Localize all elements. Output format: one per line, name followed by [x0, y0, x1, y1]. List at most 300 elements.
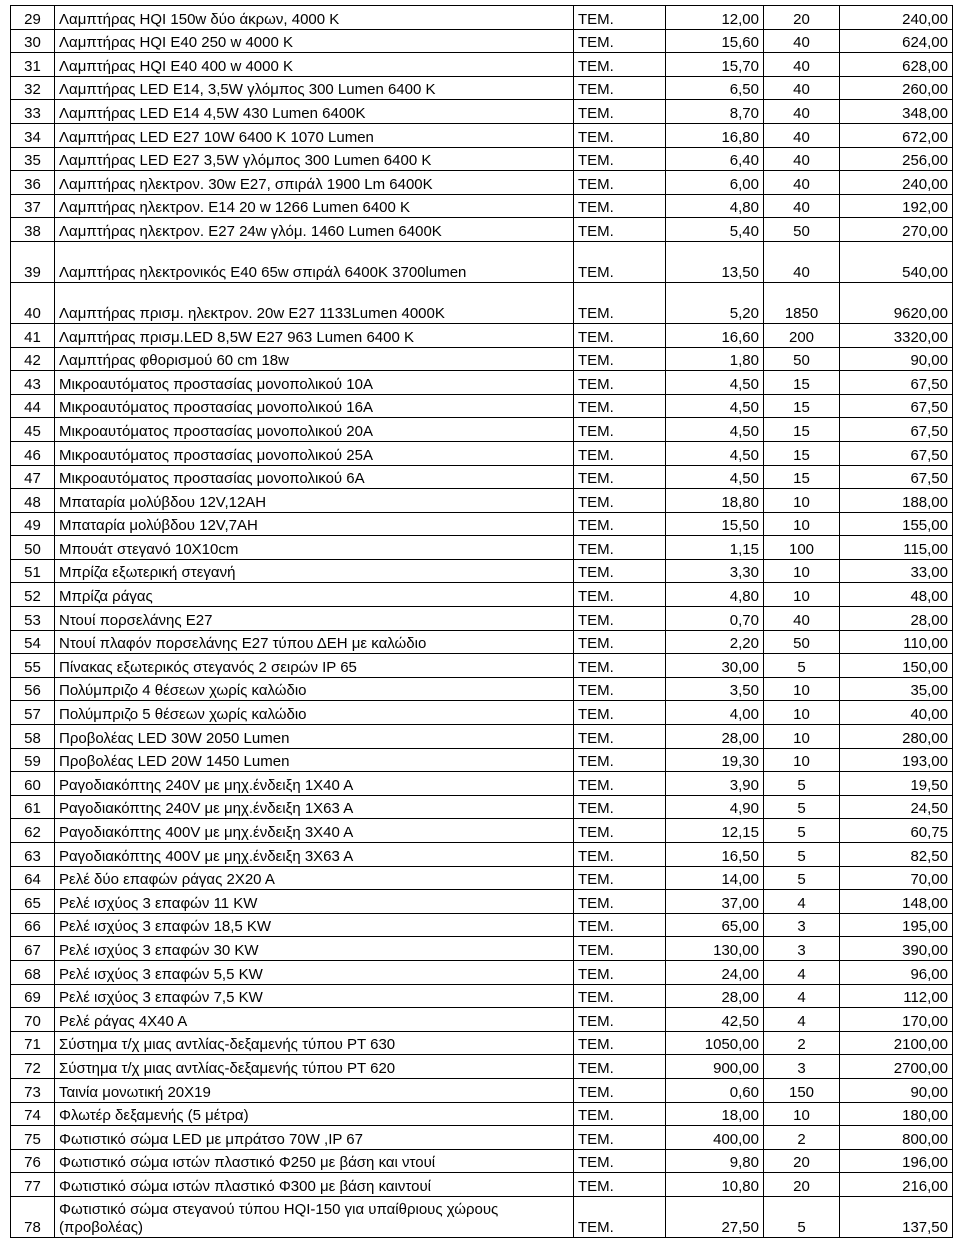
unit-price: 28,00 [666, 984, 764, 1008]
table-row [11, 677, 953, 701]
line-total: 40,00 [840, 701, 953, 725]
quantity: 3 [764, 913, 840, 937]
item-unit: ΤΕΜ. [574, 1055, 666, 1079]
item-number: 46 [11, 441, 55, 465]
item-unit: ΤΕΜ. [574, 1008, 666, 1032]
unit-price: 130,00 [666, 937, 764, 961]
quantity: 150 [764, 1078, 840, 1102]
table-row [11, 147, 953, 171]
line-total: 112,00 [840, 984, 953, 1008]
unit-price: 19,30 [666, 748, 764, 772]
unit-price: 4,00 [666, 701, 764, 725]
item-unit: ΤΕΜ. [574, 100, 666, 124]
table-row [11, 984, 953, 1008]
unit-price: 27,50 [666, 1196, 764, 1237]
table-row [11, 394, 953, 418]
item-unit: ΤΕΜ. [574, 843, 666, 867]
table-row [11, 795, 953, 819]
item-number: 31 [11, 53, 55, 77]
item-unit: ΤΕΜ. [574, 123, 666, 147]
item-number: 78 [11, 1196, 55, 1237]
quantity: 10 [764, 1102, 840, 1126]
item-description: Φωτιστικό σώμα ιστών πλαστικό Φ300 με βάση καιντουί [55, 1173, 574, 1197]
line-total: 280,00 [840, 725, 953, 749]
item-description: Λαμπτήρας HQI E40 400 w 4000 K [55, 53, 574, 77]
unit-price: 65,00 [666, 913, 764, 937]
item-number: 73 [11, 1078, 55, 1102]
item-unit: ΤΕΜ. [574, 536, 666, 560]
unit-price: 0,70 [666, 607, 764, 631]
table-row [11, 536, 953, 560]
table-row [11, 371, 953, 395]
quantity: 10 [764, 701, 840, 725]
unit-price: 4,80 [666, 194, 764, 218]
quantity: 50 [764, 218, 840, 242]
unit-price: 1,15 [666, 536, 764, 560]
item-description: Λαμπτήρας HQI E40 250 w 4000 K [55, 29, 574, 53]
item-number: 42 [11, 347, 55, 371]
item-unit: ΤΕΜ. [574, 772, 666, 796]
table-row [11, 53, 953, 77]
quantity: 40 [764, 53, 840, 77]
quantity: 3 [764, 1055, 840, 1079]
line-total: 9620,00 [840, 282, 953, 323]
line-total: 67,50 [840, 465, 953, 489]
line-total: 148,00 [840, 890, 953, 914]
quantity: 10 [764, 748, 840, 772]
item-unit: ΤΕΜ. [574, 282, 666, 323]
quantity: 10 [764, 725, 840, 749]
item-number: 33 [11, 100, 55, 124]
quantity: 3 [764, 937, 840, 961]
quantity: 5 [764, 795, 840, 819]
item-number: 70 [11, 1008, 55, 1032]
quantity: 15 [764, 418, 840, 442]
line-total: 192,00 [840, 194, 953, 218]
item-description: Λαμπτήρας LED E14, 3,5W γλόμπος 300 Lumen 6400 K [55, 76, 574, 100]
quantity: 20 [764, 1149, 840, 1173]
item-unit: ΤΕΜ. [574, 866, 666, 890]
quantity: 40 [764, 171, 840, 195]
item-description: Λαμπτήρας ηλεκτρον. E14 20 w 1266 Lumen 6400 K [55, 194, 574, 218]
item-unit: ΤΕΜ. [574, 937, 666, 961]
unit-price: 5,40 [666, 218, 764, 242]
quantity: 5 [764, 843, 840, 867]
item-number: 68 [11, 960, 55, 984]
item-number: 69 [11, 984, 55, 1008]
line-total: 70,00 [840, 866, 953, 890]
item-number: 59 [11, 748, 55, 772]
item-description: Μικροαυτόματος προστασίας μονοπολικού 10Α [55, 371, 574, 395]
line-total: 348,00 [840, 100, 953, 124]
unit-price: 900,00 [666, 1055, 764, 1079]
item-description: Πολύμπριζο 4 θέσεων χωρίς καλώδιο [55, 677, 574, 701]
table-row [11, 218, 953, 242]
item-description: Λαμπτήρας ηλεκτρον. 30w E27, σπιράλ 1900 Lm 6400K [55, 171, 574, 195]
item-number: 52 [11, 583, 55, 607]
line-total: 115,00 [840, 536, 953, 560]
item-unit: ΤΕΜ. [574, 512, 666, 536]
item-unit: ΤΕΜ. [574, 630, 666, 654]
table-row [11, 630, 953, 654]
item-description: Λαμπτήρας HQI 150w δύο άκρων, 4000 K [55, 6, 574, 30]
quantity: 10 [764, 677, 840, 701]
item-description: Μικροαυτόματος προστασίας μονοπολικού 16Α [55, 394, 574, 418]
line-total: 150,00 [840, 654, 953, 678]
table-row [11, 748, 953, 772]
item-number: 71 [11, 1031, 55, 1055]
table-row [11, 559, 953, 583]
item-unit: ΤΕΜ. [574, 1078, 666, 1102]
item-number: 51 [11, 559, 55, 583]
item-unit: ΤΕΜ. [574, 147, 666, 171]
unit-price: 6,40 [666, 147, 764, 171]
item-description: Σύστημα τ/χ μιας αντλίας-δεξαμενής τύπου PT 620 [55, 1055, 574, 1079]
item-number: 38 [11, 218, 55, 242]
line-total: 196,00 [840, 1149, 953, 1173]
item-number: 36 [11, 171, 55, 195]
item-unit: ΤΕΜ. [574, 1031, 666, 1055]
table-row [11, 241, 953, 282]
item-unit: ΤΕΜ. [574, 218, 666, 242]
quantity: 40 [764, 76, 840, 100]
unit-price: 6,50 [666, 76, 764, 100]
table-row [11, 418, 953, 442]
line-total: 90,00 [840, 347, 953, 371]
table-row [11, 282, 953, 323]
item-number: 32 [11, 76, 55, 100]
quantity: 100 [764, 536, 840, 560]
quantity: 40 [764, 123, 840, 147]
table-row [11, 1078, 953, 1102]
item-number: 65 [11, 890, 55, 914]
line-total: 60,75 [840, 819, 953, 843]
item-unit: ΤΕΜ. [574, 6, 666, 30]
line-total: 90,00 [840, 1078, 953, 1102]
item-unit: ΤΕΜ. [574, 465, 666, 489]
item-unit: ΤΕΜ. [574, 960, 666, 984]
item-unit: ΤΕΜ. [574, 583, 666, 607]
item-number: 49 [11, 512, 55, 536]
item-number: 54 [11, 630, 55, 654]
item-unit: ΤΕΜ. [574, 371, 666, 395]
quantity: 5 [764, 819, 840, 843]
item-number: 66 [11, 913, 55, 937]
item-number: 76 [11, 1149, 55, 1173]
item-number: 35 [11, 147, 55, 171]
item-description: Μπαταρία μολύβδου 12V,12AH [55, 489, 574, 513]
unit-price: 1050,00 [666, 1031, 764, 1055]
table-row [11, 1031, 953, 1055]
unit-price: 4,90 [666, 795, 764, 819]
table-row [11, 772, 953, 796]
table-row [11, 100, 953, 124]
line-total: 240,00 [840, 171, 953, 195]
item-unit: ΤΕΜ. [574, 1102, 666, 1126]
quantity: 50 [764, 630, 840, 654]
item-number: 45 [11, 418, 55, 442]
unit-price: 18,80 [666, 489, 764, 513]
item-unit: ΤΕΜ. [574, 819, 666, 843]
line-total: 800,00 [840, 1126, 953, 1150]
table-row [11, 194, 953, 218]
quantity: 5 [764, 866, 840, 890]
item-unit: ΤΕΜ. [574, 890, 666, 914]
item-description: Φωτιστικό σώμα ιστών πλαστικό Φ250 με βάση και ντουί [55, 1149, 574, 1173]
item-unit: ΤΕΜ. [574, 53, 666, 77]
unit-price: 0,60 [666, 1078, 764, 1102]
item-description: Λαμπτήρας πρισμ.LED 8,5W E27 963 Lumen 6400 K [55, 323, 574, 347]
item-number: 29 [11, 6, 55, 30]
item-unit: ΤΕΜ. [574, 1126, 666, 1150]
unit-price: 28,00 [666, 725, 764, 749]
line-total: 33,00 [840, 559, 953, 583]
unit-price: 8,70 [666, 100, 764, 124]
line-total: 216,00 [840, 1173, 953, 1197]
item-description: Ντουί πορσελάνης Ε27 [55, 607, 574, 631]
item-unit: ΤΕΜ. [574, 913, 666, 937]
item-unit: ΤΕΜ. [574, 394, 666, 418]
unit-price: 10,80 [666, 1173, 764, 1197]
line-total: 624,00 [840, 29, 953, 53]
item-description: Λαμπτήρας LED E27 3,5W γλόμπος 300 Lumen 6400 K [55, 147, 574, 171]
item-number: 50 [11, 536, 55, 560]
item-description: Μικροαυτόματος προστασίας μονοπολικού 20Α [55, 418, 574, 442]
line-total: 67,50 [840, 371, 953, 395]
table-row [11, 76, 953, 100]
item-unit: ΤΕΜ. [574, 418, 666, 442]
item-description: Ρελέ ισχύος 3 επαφών 18,5 KW [55, 913, 574, 937]
table-row [11, 1102, 953, 1126]
item-unit: ΤΕΜ. [574, 795, 666, 819]
price-table [10, 5, 953, 1238]
line-total: 2700,00 [840, 1055, 953, 1079]
table-row [11, 1008, 953, 1032]
item-unit: ΤΕΜ. [574, 76, 666, 100]
item-description: Λαμπτήρας LED E27 10W 6400 K 1070 Lumen [55, 123, 574, 147]
quantity: 1850 [764, 282, 840, 323]
item-unit: ΤΕΜ. [574, 489, 666, 513]
item-description: Ρελέ ράγας 4Χ40 Α [55, 1008, 574, 1032]
quantity: 5 [764, 772, 840, 796]
line-total: 170,00 [840, 1008, 953, 1032]
line-total: 188,00 [840, 489, 953, 513]
line-total: 3320,00 [840, 323, 953, 347]
item-description: Λαμπτήρας ηλεκτρον. E27 24w γλόμ. 1460 Lumen 6400K [55, 218, 574, 242]
item-description: Ρελέ δύο επαφών ράγας 2Χ20 Α [55, 866, 574, 890]
line-total: 67,50 [840, 394, 953, 418]
table-row [11, 1055, 953, 1079]
line-total: 24,50 [840, 795, 953, 819]
item-description: Λαμπτήρας LED E14 4,5W 430 Lumen 6400K [55, 100, 574, 124]
item-number: 77 [11, 1173, 55, 1197]
item-number: 56 [11, 677, 55, 701]
quantity: 40 [764, 29, 840, 53]
unit-price: 9,80 [666, 1149, 764, 1173]
table-row [11, 512, 953, 536]
table-row [11, 890, 953, 914]
table-row [11, 1196, 953, 1237]
line-total: 390,00 [840, 937, 953, 961]
unit-price: 4,50 [666, 371, 764, 395]
item-description: Πολύμπριζο 5 θέσεων χωρίς καλώδιο [55, 701, 574, 725]
quantity: 10 [764, 512, 840, 536]
table-row [11, 937, 953, 961]
quantity: 2 [764, 1031, 840, 1055]
unit-price: 4,50 [666, 465, 764, 489]
item-description: Μικροαυτόματος προστασίας μονοπολικού 25Α [55, 441, 574, 465]
table-row [11, 819, 953, 843]
unit-price: 13,50 [666, 241, 764, 282]
table-row [11, 583, 953, 607]
item-unit: ΤΕΜ. [574, 984, 666, 1008]
item-number: 43 [11, 371, 55, 395]
line-total: 256,00 [840, 147, 953, 171]
unit-price: 1,80 [666, 347, 764, 371]
quantity: 40 [764, 100, 840, 124]
item-description: Σύστημα τ/χ μιας αντλίας-δεξαμενής τύπου PT 630 [55, 1031, 574, 1055]
item-number: 61 [11, 795, 55, 819]
table-row [11, 123, 953, 147]
table-row [11, 489, 953, 513]
quantity: 10 [764, 583, 840, 607]
table-row [11, 607, 953, 631]
table-row [11, 1173, 953, 1197]
item-number: 62 [11, 819, 55, 843]
item-description: Ραγοδιακόπτης 240V με μηχ.ένδειξη 1Χ63 Α [55, 795, 574, 819]
quantity: 10 [764, 559, 840, 583]
unit-price: 16,80 [666, 123, 764, 147]
item-unit: ΤΕΜ. [574, 171, 666, 195]
unit-price: 3,50 [666, 677, 764, 701]
quantity: 40 [764, 607, 840, 631]
unit-price: 6,00 [666, 171, 764, 195]
item-description: Μπρίζα ράγας [55, 583, 574, 607]
item-number: 60 [11, 772, 55, 796]
item-description: Φωτιστικό σώμα στεγανού τύπου HQI-150 για υπαίθριους χώρους (προβολέας) [55, 1196, 574, 1237]
unit-price: 18,00 [666, 1102, 764, 1126]
item-number: 30 [11, 29, 55, 53]
unit-price: 4,80 [666, 583, 764, 607]
item-description: Προβολέας LED 30W 2050 Lumen [55, 725, 574, 749]
item-unit: ΤΕΜ. [574, 441, 666, 465]
line-total: 628,00 [840, 53, 953, 77]
quantity: 10 [764, 489, 840, 513]
unit-price: 15,60 [666, 29, 764, 53]
line-total: 28,00 [840, 607, 953, 631]
quantity: 4 [764, 960, 840, 984]
quantity: 4 [764, 1008, 840, 1032]
unit-price: 16,50 [666, 843, 764, 867]
quantity: 50 [764, 347, 840, 371]
quantity: 2 [764, 1126, 840, 1150]
item-number: 39 [11, 241, 55, 282]
table-body [11, 6, 953, 1238]
quantity: 15 [764, 394, 840, 418]
table-row [11, 701, 953, 725]
item-number: 74 [11, 1102, 55, 1126]
item-unit: ΤΕΜ. [574, 1149, 666, 1173]
quantity: 5 [764, 654, 840, 678]
line-total: 270,00 [840, 218, 953, 242]
line-total: 2100,00 [840, 1031, 953, 1055]
line-total: 155,00 [840, 512, 953, 536]
unit-price: 400,00 [666, 1126, 764, 1150]
item-description: Ραγοδιακόπτης 400V με μηχ.ένδειξη 3Χ40 Α [55, 819, 574, 843]
item-number: 64 [11, 866, 55, 890]
quantity: 5 [764, 1196, 840, 1237]
item-number: 40 [11, 282, 55, 323]
item-description: Πίνακας εξωτερικός στεγανός 2 σειρών IP 65 [55, 654, 574, 678]
item-description: Ρελέ ισχύος 3 επαφών 7,5 KW [55, 984, 574, 1008]
item-description: Λαμπτήρας φθορισμού 60 cm 18w [55, 347, 574, 371]
item-unit: ΤΕΜ. [574, 701, 666, 725]
unit-price: 4,50 [666, 441, 764, 465]
item-unit: ΤΕΜ. [574, 1196, 666, 1237]
item-number: 47 [11, 465, 55, 489]
table-row [11, 323, 953, 347]
item-number: 67 [11, 937, 55, 961]
item-number: 34 [11, 123, 55, 147]
quantity: 40 [764, 194, 840, 218]
item-number: 41 [11, 323, 55, 347]
line-total: 19,50 [840, 772, 953, 796]
item-number: 57 [11, 701, 55, 725]
line-total: 180,00 [840, 1102, 953, 1126]
table-row [11, 725, 953, 749]
quantity: 15 [764, 441, 840, 465]
item-description: Φωτιστικό σώμα LED με μπράτσο 70W ,IP 67 [55, 1126, 574, 1150]
line-total: 82,50 [840, 843, 953, 867]
unit-price: 37,00 [666, 890, 764, 914]
line-total: 260,00 [840, 76, 953, 100]
unit-price: 3,30 [666, 559, 764, 583]
item-number: 37 [11, 194, 55, 218]
table-row [11, 171, 953, 195]
item-unit: ΤΕΜ. [574, 29, 666, 53]
item-unit: ΤΕΜ. [574, 194, 666, 218]
item-description: Ρελέ ισχύος 3 επαφών 5,5 KW [55, 960, 574, 984]
table-row [11, 913, 953, 937]
item-description: Ρελέ ισχύος 3 επαφών 30 KW [55, 937, 574, 961]
unit-price: 15,50 [666, 512, 764, 536]
item-description: Μπαταρία μολύβδου 12V,7AH [55, 512, 574, 536]
unit-price: 14,00 [666, 866, 764, 890]
item-unit: ΤΕΜ. [574, 1173, 666, 1197]
line-total: 67,50 [840, 418, 953, 442]
table-row [11, 347, 953, 371]
item-unit: ΤΕΜ. [574, 654, 666, 678]
table-row [11, 1149, 953, 1173]
item-number: 58 [11, 725, 55, 749]
item-description: Ντουί πλαφόν πορσελάνης Ε27 τύπου ΔΕΗ με καλώδιο [55, 630, 574, 654]
item-description: Προβολέας LED 20W 1450 Lumen [55, 748, 574, 772]
quantity: 20 [764, 6, 840, 30]
item-unit: ΤΕΜ. [574, 241, 666, 282]
item-description: Ταινία μονωτική 20Χ19 [55, 1078, 574, 1102]
quantity: 15 [764, 371, 840, 395]
item-unit: ΤΕΜ. [574, 559, 666, 583]
line-total: 672,00 [840, 123, 953, 147]
table-row [11, 960, 953, 984]
table-row [11, 654, 953, 678]
item-description: Λαμπτήρας ηλεκτρονικός E40 65w σπιράλ 6400K 3700lumen [55, 241, 574, 282]
line-total: 67,50 [840, 441, 953, 465]
quantity: 40 [764, 241, 840, 282]
item-description: Φλωτέρ δεξαμενής (5 μέτρα) [55, 1102, 574, 1126]
line-total: 240,00 [840, 6, 953, 30]
quantity: 20 [764, 1173, 840, 1197]
